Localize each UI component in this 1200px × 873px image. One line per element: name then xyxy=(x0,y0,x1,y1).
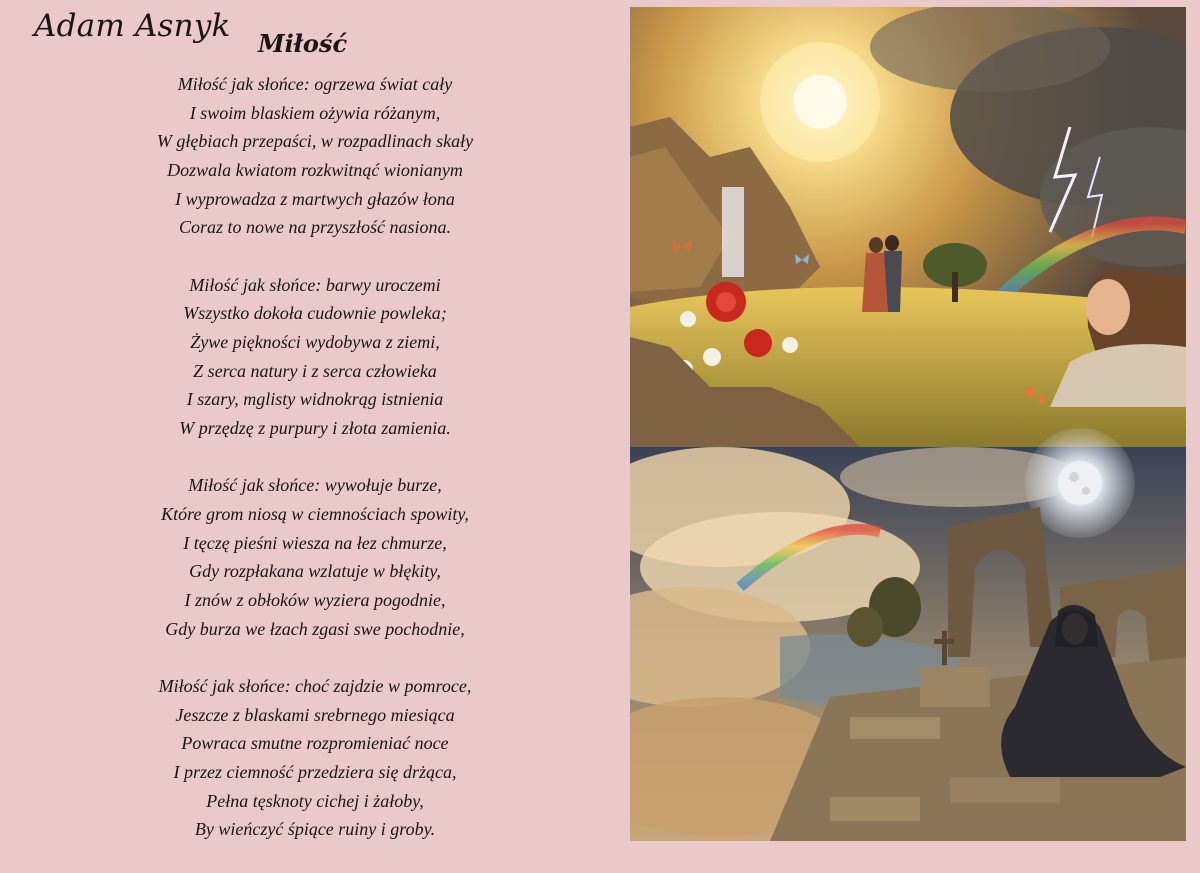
poem-line: I przez ciemność przedziera się drżąca, xyxy=(173,761,457,782)
poem-line: Z serca natury i z serca człowieka xyxy=(193,360,437,381)
poem-line: I znów z obłoków wyziera pogodnie, xyxy=(184,590,446,610)
stanza xyxy=(0,70,630,242)
poem-illustration xyxy=(630,7,1186,841)
poem-line: Miłość jak słońce: barwy uroczemi xyxy=(189,274,441,295)
poem-line: Wszystko dokoła cudownie powleka; xyxy=(183,303,447,324)
poem-line: Które grom niosą w ciemnościach spowity, xyxy=(161,503,469,524)
poem-line: Powraca smutne rozpromieniać noce xyxy=(181,733,449,754)
poem-line: W przędzę z purpury i złota zamienia. xyxy=(179,418,451,439)
poem-line: Jeszcze z blaskami srebrnego miesiąca xyxy=(175,704,455,725)
poem-line: I wyprowadza z martwych głazów łona xyxy=(175,188,455,209)
stanza xyxy=(0,471,630,643)
poem-body xyxy=(0,70,630,873)
poem-line: W głębiach przepaści, w rozpadlinach skały xyxy=(156,131,474,152)
poem-line: Gdy burza we łzach zgasi swe pochodnie, xyxy=(165,618,465,639)
author-name: Adam Asnyk xyxy=(34,8,231,44)
poem-line: Gdy rozpłakana wzlatuje w błękity, xyxy=(189,561,441,582)
illustration-scene xyxy=(630,7,1186,841)
poem-line: Dozwala kwiatom rozkwitnąć wionianym xyxy=(167,160,463,181)
poem-line: Coraz to nowe na przyszłość nasiona. xyxy=(178,217,452,238)
poem-line: I szary, mglisty widnokrąg istnienia xyxy=(186,389,444,410)
poem-title: Miłość xyxy=(258,29,348,58)
poem-line: I swoim blaskiem ożywia różanym, xyxy=(189,102,441,123)
poem-line: I tęczę pieśni wiesza na łez chmurze, xyxy=(183,532,447,553)
poem-line: Miłość jak słońce: choć zajdzie w pomroce, xyxy=(158,675,472,696)
poem-line: Pełna tęsknoty cichej i żałoby, xyxy=(206,790,424,811)
poem-line: By wieńczyć śpiące ruiny i groby. xyxy=(194,819,436,840)
poem-line: Miłość jak słońce: wywołuje burze, xyxy=(188,475,442,496)
stanza xyxy=(0,672,630,844)
stanza xyxy=(0,271,630,443)
poem-line: Miłość jak słońce: ogrzewa świat cały xyxy=(177,74,453,94)
poem-line: Żywe piękności wydobywa z ziemi, xyxy=(190,332,440,352)
